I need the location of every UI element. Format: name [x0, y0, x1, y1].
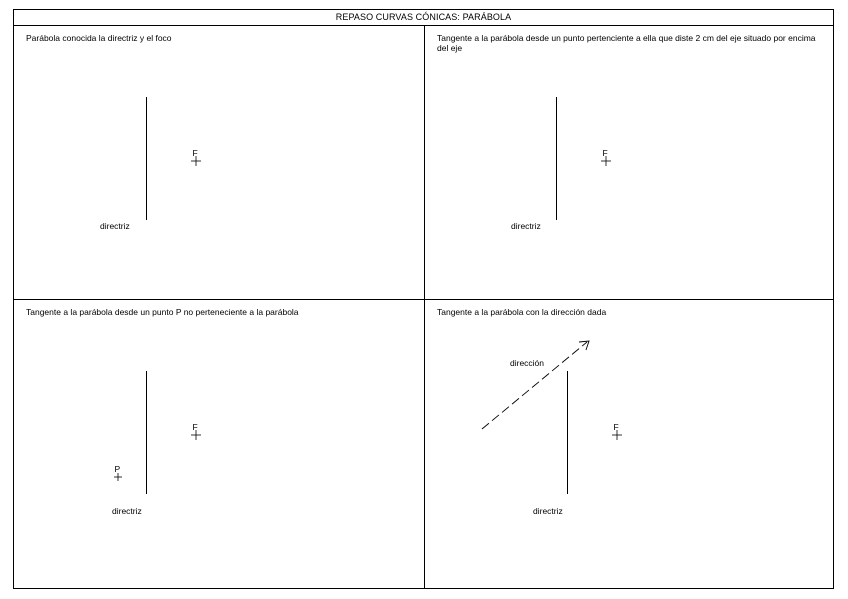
directrix-label: directriz — [100, 221, 130, 231]
panel-tangent-from-point-on-parabola — [425, 26, 833, 300]
panel-tangent-from-external-point — [14, 300, 425, 588]
panel-title: Tangente a la parábola desde un punto P no perteneciente a la parábola — [26, 307, 299, 317]
panel-tangent-given-direction — [425, 300, 833, 588]
direction-arrow-line — [482, 342, 587, 429]
panel-drawing — [425, 26, 833, 299]
direction-label: dirección — [510, 358, 545, 368]
point-p-marker — [114, 473, 122, 481]
panel-directrix-focus — [14, 26, 425, 300]
panel-title: Parábola conocida la directriz y el foco — [26, 33, 172, 43]
panel-drawing — [14, 26, 424, 299]
panel-drawing — [425, 300, 833, 588]
focus-label: F — [192, 148, 198, 158]
focus-label: F — [602, 148, 608, 158]
page-title: REPASO CURVAS CÓNICAS: PARÁBOLA — [14, 10, 833, 26]
focus-label: F — [192, 422, 198, 432]
panel-drawing — [14, 300, 424, 588]
directrix-label: directriz — [511, 221, 541, 231]
panel-title: Tangente a la parábola desde un punto pertenciente a ella que diste 2 cm del eje situado por encima del eje — [437, 33, 816, 53]
focus-label: F — [613, 422, 619, 432]
directrix-label: directriz — [112, 506, 142, 516]
directrix-label: directriz — [533, 506, 563, 516]
worksheet — [13, 9, 834, 589]
panel-title: Tangente a la parábola con la dirección dada — [437, 307, 607, 317]
point-p-label: P — [114, 464, 121, 474]
direction-arrowhead — [579, 341, 589, 350]
